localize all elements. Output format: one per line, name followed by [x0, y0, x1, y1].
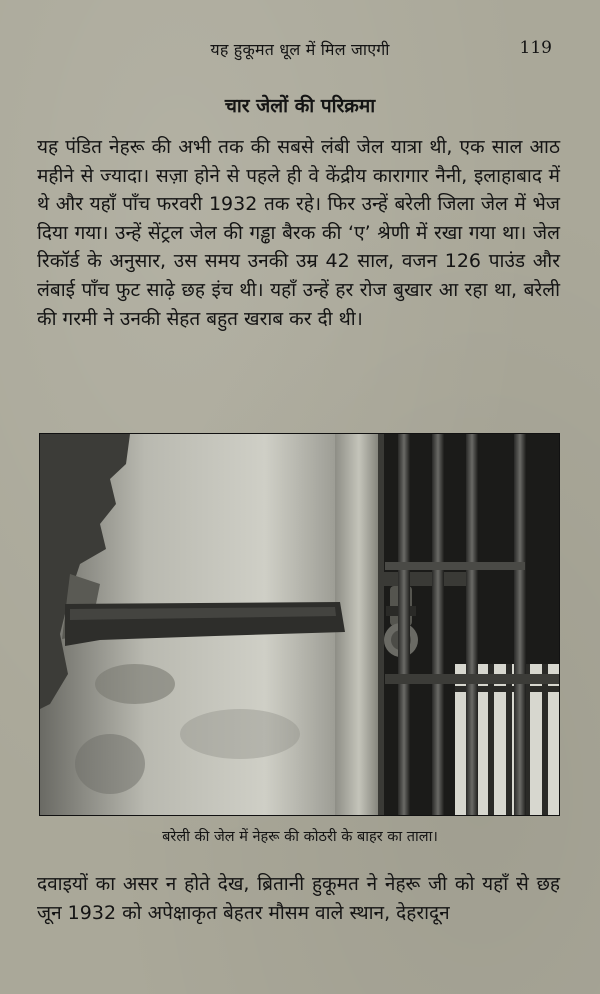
page-number: 119 — [519, 38, 552, 58]
jail-lock-photo — [39, 433, 560, 816]
running-title: यह हुकूमत धूल में मिल जाएगी — [210, 40, 390, 59]
running-head — [0, 38, 600, 62]
section-title: चार जेलों की परिक्रमा — [224, 95, 376, 117]
jail-lock-photo-illustration — [40, 434, 559, 815]
body-paragraph-1: यह पंडित नेहरू की अभी तक की सबसे लंबी जेल यात्रा थी, एक साल आठ महीने से ज्यादा। सज़ा होने से पहले ही वे केंद्रीय कारागार नैनी, इलाहाबाद में थे और यहाँ पाँच फरवरी 1932 तक रहे। फिर उन्हें बरेली जिला जेल में भेज दिया गया। उन्हें सेंट्रल जेल की गड्ढा बैरक की ‘ए’ श्रेणी में रखा गया था। जेल रिकॉर्ड के अनुसार, उस समय उनकी उम्र 42 साल, वजन 126 पाउंड और लंबाई पाँच फुट साढ़े छह इंच थी। यहाँ उन्हें हर रोज बुखार आ रहा था, बरेली की गरमी ने उनकी सेहत बहुत खराब कर दी थी। — [37, 136, 560, 330]
photo-caption: बरेली की जेल में नेहरू की कोठरी के बाहर का ताला। — [162, 829, 438, 845]
body-paragraph-2: दवाइयों का असर न होते देख, ब्रितानी हुकूमत ने नेहरू जी को यहाँ से छह जून 1932 को अपेक्षाकृत बेहतर मौसम वाले स्थान, देहरादून — [37, 873, 560, 924]
